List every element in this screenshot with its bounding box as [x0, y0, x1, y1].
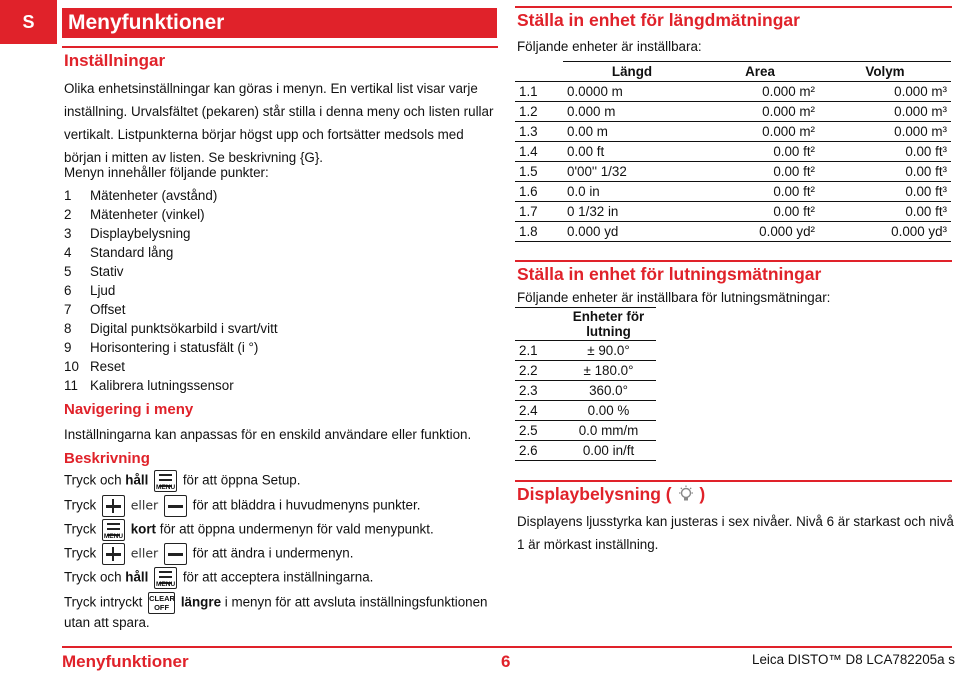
description-title: Beskrivning: [64, 450, 150, 467]
divider: [515, 6, 952, 8]
column-header: Area: [701, 62, 819, 82]
plus-key-icon: [102, 495, 125, 517]
divider: [515, 480, 952, 482]
intro-line: början i mitten av listen. Se beskrivning {G}.: [64, 150, 324, 165]
table-header-row: [515, 308, 656, 341]
list-item: 6 Ljud: [64, 283, 116, 298]
table-row: 2.2 ± 180.0°: [515, 361, 656, 381]
intro-line: vertikalt. Listpunkterna börjar högst upp och fortsätter medsols med: [64, 127, 464, 142]
display-text-line: Displayens ljusstyrka kan justeras i sex nivåer. Nivå 6 är starkast och nivå: [517, 514, 954, 529]
table-row: 1.8 0.000 yd 0.000 yd² 0.000 yd³: [515, 222, 951, 242]
table-row: 2.5 0.0 mm/m: [515, 421, 656, 441]
table-row: 2.3 360.0°: [515, 381, 656, 401]
table-row: 1.2 0.000 m 0.000 m² 0.000 m³: [515, 102, 951, 122]
menu-intro: Menyn innehåller följande punkter:: [64, 165, 269, 180]
footer-divider: [62, 646, 952, 648]
display-text-line: 1 är mörkast inställning.: [517, 537, 659, 552]
step-5: Tryck och håll MENU för att acceptera inställningarna.: [64, 567, 373, 589]
table-row: 2.1 ± 90.0°: [515, 341, 656, 361]
length-units-intro: Följande enheter är inställbara:: [517, 39, 702, 54]
tilt-units-intro: Följande enheter är inställbara för lutningsmätningar:: [517, 290, 831, 305]
intro-line: inställning. Urvalsfältet (pekaren) står stilla i denna meny och listen rullar: [64, 104, 494, 119]
table-row: 1.6 0.0 in 0.00 ft² 0.00 ft³: [515, 182, 951, 202]
list-item: 10 Reset: [64, 359, 125, 374]
list-item: 7 Offset: [64, 302, 126, 317]
page-number: 6: [501, 652, 511, 671]
table-row: 1.7 0 1/32 in 0.00 ft² 0.00 ft³: [515, 202, 951, 222]
clear-off-key-icon: CLEAR OFF: [149, 594, 175, 612]
table-header-row: [515, 62, 951, 82]
menu-key-icon: MENU: [154, 470, 177, 492]
nav-text: Inställningarna kan anpassas för en enskild användare eller funktion.: [64, 427, 472, 442]
section-title-settings: Inställningar: [64, 51, 166, 70]
list-item: 8 Digital punktsökarbild i svart/vitt: [64, 321, 278, 336]
footer-section: Menyfunktioner: [62, 652, 189, 671]
step-1: Tryck och håll MENU för att öppna Setup.: [64, 470, 300, 492]
intro-paragraph: [64, 77, 499, 169]
minus-key-icon: [164, 495, 187, 517]
footer-product: Leica DISTO™ D8 LCA782205a s: [752, 652, 955, 667]
table-row: 1.4 0.00 ft 0.00 ft² 0.00 ft³: [515, 142, 951, 162]
list-item: 1 Mätenheter (avstånd): [64, 188, 218, 203]
menu-key-icon: MENU: [102, 519, 125, 541]
step-3: Tryck MENU kort för att öppna undermenyn för vald menypunkt.: [64, 519, 434, 541]
display-light-title: Displaybelysning ( ): [517, 484, 706, 504]
list-item: 5 Stativ: [64, 264, 124, 279]
step-6: Tryck intryckt CLEAR OFF längre i menyn för att avsluta inställningsfunktionen: [64, 594, 488, 612]
length-units-title: Ställa in enhet för längdmätningar: [517, 10, 800, 30]
length-units-table: [515, 61, 951, 242]
list-item: 2 Mätenheter (vinkel): [64, 207, 205, 222]
table-row: 1.5 0'00'' 1/32 0.00 ft² 0.00 ft³: [515, 162, 951, 182]
nav-title: Navigering i meny: [64, 401, 194, 418]
divider: [515, 260, 952, 262]
lightbulb-icon: [677, 485, 695, 505]
list-item: 9 Horisontering i statusfält (i °): [64, 340, 259, 355]
step-4: Tryck eller för att ändra i undermenyn.: [64, 543, 353, 565]
divider: [62, 46, 498, 48]
plus-key-icon: [102, 543, 125, 565]
column-header: Längd: [563, 62, 701, 82]
tilt-units-table: [515, 307, 656, 461]
list-item: 4 Standard lång: [64, 245, 174, 260]
column-header: Volym: [819, 62, 951, 82]
page-title: Menyfunktioner: [62, 8, 497, 38]
table-row: 2.6 0.00 in/ft: [515, 441, 656, 461]
menu-key-icon: MENU: [154, 567, 177, 589]
table-row: 1.1 0.0000 m 0.000 m² 0.000 m³: [515, 82, 951, 102]
column-header: Enheter för lutning: [561, 308, 656, 341]
table-row: 2.4 0.00 %: [515, 401, 656, 421]
intro-line: Olika enhetsinställningar kan göras i menyn. En vertikal list visar varje: [64, 81, 478, 96]
tilt-units-title: Ställa in enhet för lutningsmätningar: [517, 264, 822, 284]
list-item: 11 Kalibrera lutningssensor: [64, 378, 234, 393]
step-2: Tryck eller för att bläddra i huvudmenyns punkter.: [64, 495, 420, 517]
table-row: 1.3 0.00 m 0.000 m² 0.000 m³: [515, 122, 951, 142]
language-tab: S: [0, 0, 57, 44]
list-item: 3 Displaybelysning: [64, 226, 191, 241]
minus-key-icon: [164, 543, 187, 565]
step-6-cont: utan att spara.: [64, 615, 150, 630]
